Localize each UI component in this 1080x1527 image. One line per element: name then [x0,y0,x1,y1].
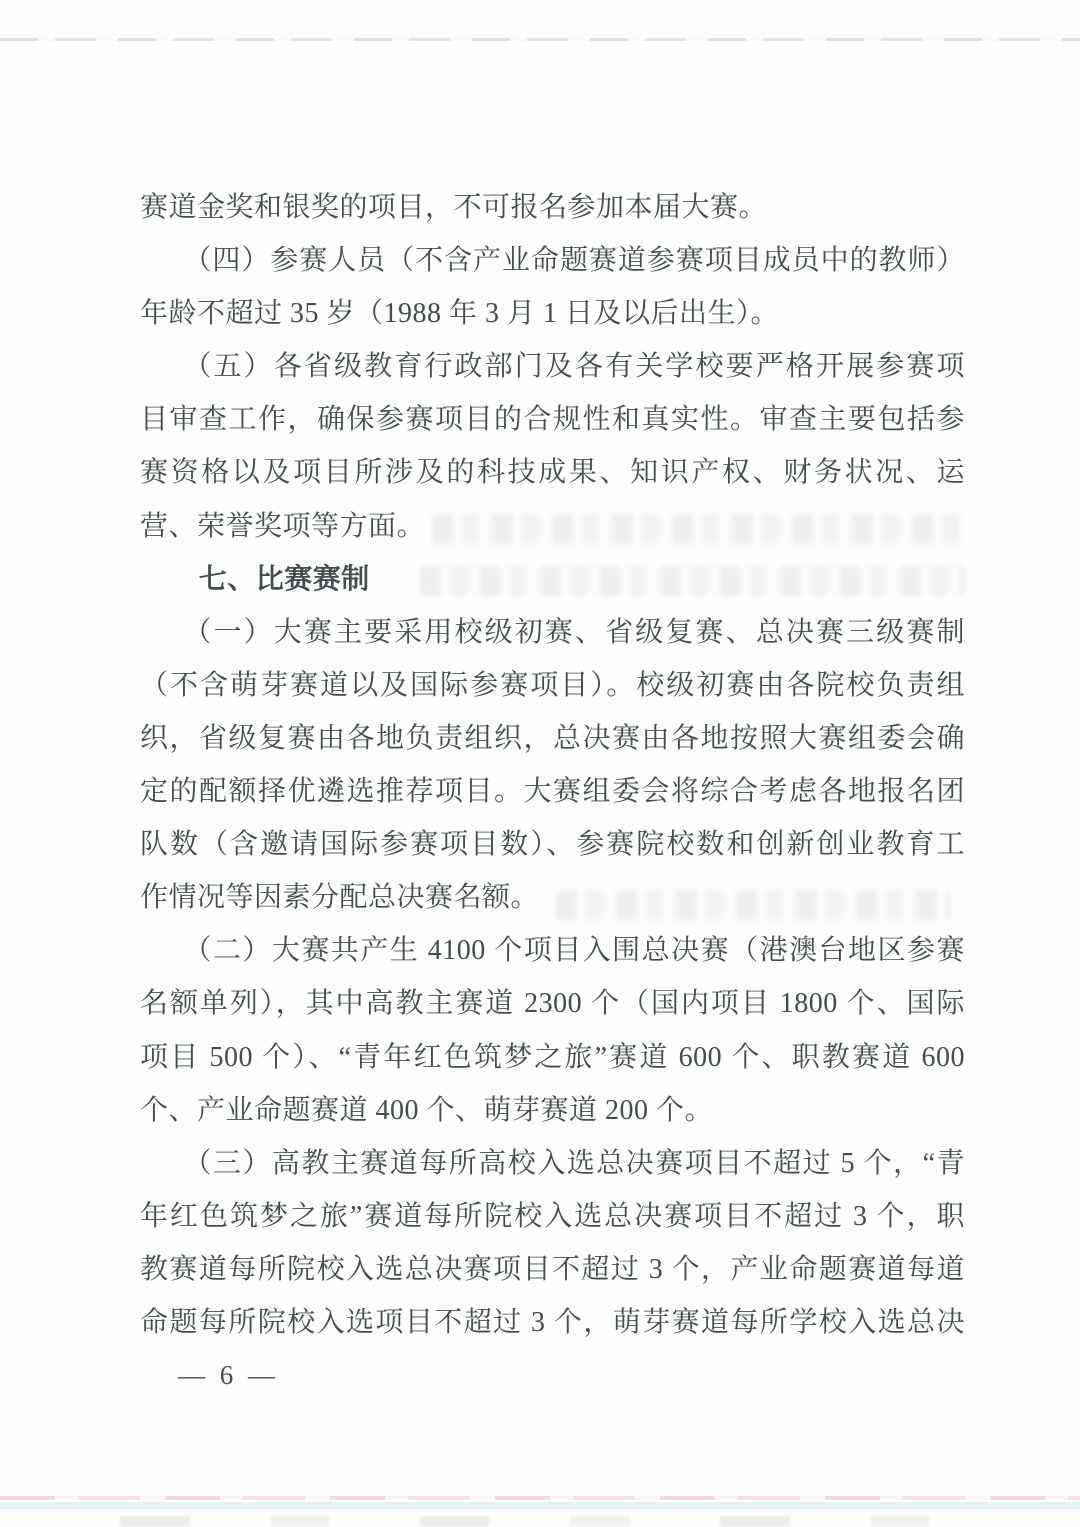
text-line: 个、产业命题赛道 400 个、萌芽赛道 200 个。 [140,1094,714,1126]
text-line: 目审查工作，确保参赛项目的合规性和真实性。审查主要包括参 [140,404,965,436]
bleed-through-artifact [556,890,951,920]
text-line: 定的配额择优遴选推荐项目。大赛组委会将综合考虑各地报名团 [140,776,965,808]
document-body [140,181,965,1349]
text-line: （不含萌芽赛道以及国际参赛项目）。校级初赛由各院校负责组 [140,669,965,701]
text-line: （一）大赛主要采用校级初赛、省级复赛、总决赛三级赛制 [183,616,965,648]
scan-artifact-top-dashed-line [0,38,1080,41]
scan-artifact-bottom-gray-marks [120,1516,1020,1526]
text-line: （五）各省级教育行政部门及各有关学校要严格开展参赛项 [183,351,965,383]
bleed-through-artifact [432,514,962,544]
text-line: 作情况等因素分配总决赛名额。 [140,882,540,914]
text-line: 名额单列），其中高教主赛道 2300 个（国内项目 1800 个、国际 [140,988,965,1020]
text-line: 赛资格以及项目所涉及的科技成果、知识产权、财务状况、运 [140,457,965,489]
text-line: 命题每所院校入选项目不超过 3 个，萌芽赛道每所学校入选总决 [140,1306,965,1338]
text-line: 营、荣誉奖项等方面。 [140,510,426,542]
text-line: 年龄不超过 35 岁（1988 年 3 月 1 日及以后出生）。 [140,298,780,330]
text-line: 赛道金奖和银奖的项目，不可报名参加本届大赛。 [140,192,768,223]
scan-artifact-bottom-blue-line [0,1502,1080,1509]
section-heading-competition-format: 七、比赛赛制 [198,563,370,595]
text-line: 项目 500 个）、“青年红色筑梦之旅”赛道 600 个、职教赛道 600 [140,1041,965,1073]
text-line: （二）大赛共产生 4100 个项目入围总决赛（港澳台地区参赛 [183,935,965,967]
text-line: 织，省级复赛由各地负责组织，总决赛由各地按照大赛组委会确 [140,722,965,754]
bleed-through-artifact [420,566,965,596]
text-line: 教赛道每所院校入选总决赛项目不超过 3 个，产业命题赛道每道 [140,1253,965,1285]
text-line: （四）参赛人员（不含产业命题赛道参赛项目成员中的教师） [183,245,965,277]
text-line: （三）高教主赛道每所高校入选总决赛项目不超过 5 个，“青 [183,1147,965,1179]
page-number: — 6 — [178,1360,279,1390]
scan-artifact-bottom-pink-line [0,1496,1080,1500]
text-line: 年红色筑梦之旅”赛道每所院校入选总决赛项目不超过 3 个，职 [140,1200,965,1232]
text-line: 队数（含邀请国际参赛项目数）、参赛院校数和创新创业教育工 [140,829,965,861]
